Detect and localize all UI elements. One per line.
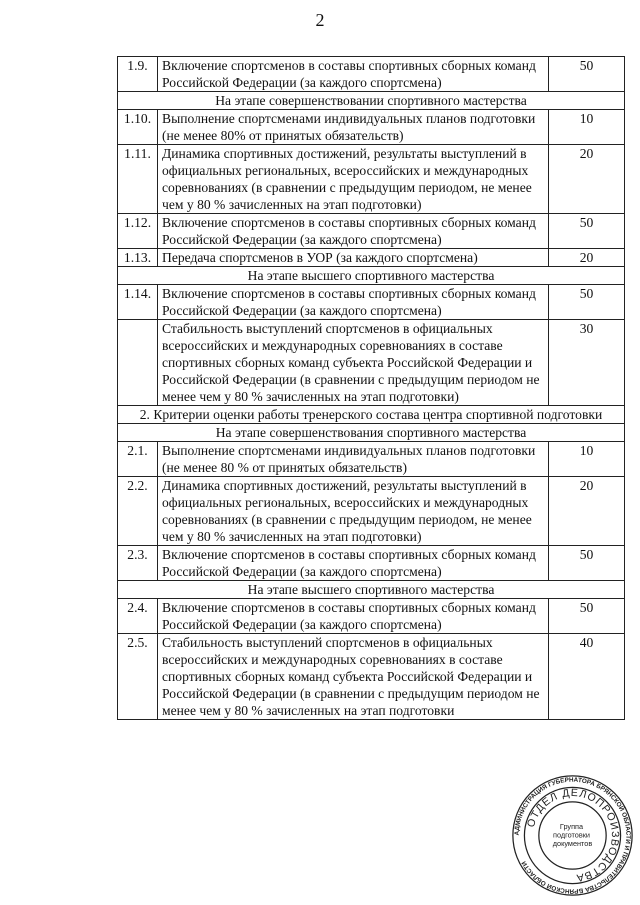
criterion-score: 10 [549, 442, 625, 477]
criteria-table-body [118, 57, 625, 720]
section-header: На этапе совершенствовании спортивного мастерства [118, 92, 625, 110]
criterion-score: 50 [549, 57, 625, 92]
criterion-row [118, 599, 625, 634]
criterion-score: 40 [549, 634, 625, 720]
stamp-center-line: документов [552, 839, 593, 849]
criterion-number: 1.9. [118, 57, 158, 92]
criterion-score: 20 [549, 145, 625, 214]
criterion-text: Стабильность выступлений спортсменов в официальных всероссийских и международных соревнованиях в составе спортивных сборных команд субъекта Российской Федерации и Российской Федерации (в сравнении с предыдущим периодом не менее чем у 80 % зачисленных на этап подготовки [158, 634, 549, 720]
criterion-row [118, 546, 625, 581]
criterion-number: 2.1. [118, 442, 158, 477]
criterion-number: 1.14. [118, 285, 158, 320]
criterion-score: 30 [549, 320, 625, 406]
section-header: На этапе высшего спортивного мастерства [118, 581, 625, 599]
criterion-number: 2.4. [118, 599, 158, 634]
criterion-text: Динамика спортивных достижений, результаты выступлений в официальных региональных, всероссийских и международных соревнованиях (в сравнении с предыдущим периодом, не менее чем у 80 % зачисленных на этап подготовки) [158, 145, 549, 214]
office-stamp [510, 773, 635, 898]
section-header-row [118, 581, 625, 599]
criterion-score: 10 [549, 110, 625, 145]
stamp-center-line: подготовки [553, 830, 590, 840]
criterion-score: 50 [549, 546, 625, 581]
criterion-text: Стабильность выступлений спортсменов в официальных всероссийских и международных соревнованиях в составе спортивных сборных команд субъекта Российской Федерации и Российской Федерации (в сравнении с предыдущим периодом не менее чем у 80 % зачисленных на этап подготовки) [158, 320, 549, 406]
page-number: 2 [315, 10, 325, 30]
section-header-row [118, 267, 625, 285]
criterion-score: 50 [549, 599, 625, 634]
criterion-text: Выполнение спортсменами индивидуальных планов подготовки (не менее 80 % от принятых обязательств) [158, 442, 549, 477]
criterion-text: Включение спортсменов в составы спортивных сборных команд Российской Федерации (за каждого спортсмена) [158, 214, 549, 249]
stamp-title: ОТДЕЛ ДЕЛОПРОИЗВОДСТВА [524, 786, 621, 884]
criterion-row [118, 57, 625, 92]
section-header: 2. Критерии оценки работы тренерского состава центра спортивной подготовки [118, 406, 625, 424]
criterion-score: 20 [549, 477, 625, 546]
criterion-row [118, 214, 625, 249]
criterion-number: 1.10. [118, 110, 158, 145]
criterion-row [118, 285, 625, 320]
section-header: На этапе совершенствования спортивного мастерства [118, 424, 625, 442]
criterion-score: 20 [549, 249, 625, 267]
criterion-text: Включение спортсменов в составы спортивных сборных команд Российской Федерации (за каждого спортсмена) [158, 285, 549, 320]
criterion-score: 50 [549, 285, 625, 320]
criterion-text: Динамика спортивных достижений, результаты выступлений в официальных региональных, всероссийских и международных соревнованиях (в сравнении с предыдущим периодом, не менее чем у 80 % зачисленных на этап подготовки) [158, 477, 549, 546]
criterion-number: 2.2. [118, 477, 158, 546]
criteria-table [117, 56, 625, 720]
criterion-row [118, 145, 625, 214]
criterion-row [118, 320, 625, 406]
criterion-text: Включение спортсменов в составы спортивных сборных команд Российской Федерации (за каждого спортсмена) [158, 57, 549, 92]
criterion-number: 1.11. [118, 145, 158, 214]
criterion-text: Выполнение спортсменами индивидуальных планов подготовки (не менее 80% от принятых обязательств) [158, 110, 549, 145]
stamp-center-line: Группа [559, 821, 584, 831]
criterion-number: 2.3. [118, 546, 158, 581]
criterion-text: Передача спортсменов в УОР (за каждого спортсмена) [158, 249, 549, 267]
criterion-row [118, 634, 625, 720]
svg-text:Группа подготовки доку [553, 822, 593, 848]
criterion-number: 1.12. [118, 214, 158, 249]
criterion-row [118, 442, 625, 477]
stamp-ring-text: АДМИНИСТРАЦИЯ ГУБЕРНАТОРА БРЯНСКОЙ ОБЛАСТИ И ПРАВИТЕЛЬСТВА БРЯНСКОЙ ОБЛАСТИ [513, 776, 632, 895]
section-header: На этапе высшего спортивного мастерства [118, 267, 625, 285]
criterion-number [118, 320, 158, 406]
criterion-row [118, 249, 625, 267]
section-header-row [118, 424, 625, 442]
section-header-row [118, 92, 625, 110]
criterion-text: Включение спортсменов в составы спортивных сборных команд Российской Федерации (за каждого спортсмена) [158, 546, 549, 581]
criterion-row [118, 477, 625, 546]
criterion-number: 2.5. [118, 634, 158, 720]
criterion-score: 50 [549, 214, 625, 249]
section-header-row [118, 406, 625, 424]
criterion-text: Включение спортсменов в составы спортивных сборных команд Российской Федерации (за каждого спортсмена) [158, 599, 549, 634]
criterion-row [118, 110, 625, 145]
criterion-number: 1.13. [118, 249, 158, 267]
